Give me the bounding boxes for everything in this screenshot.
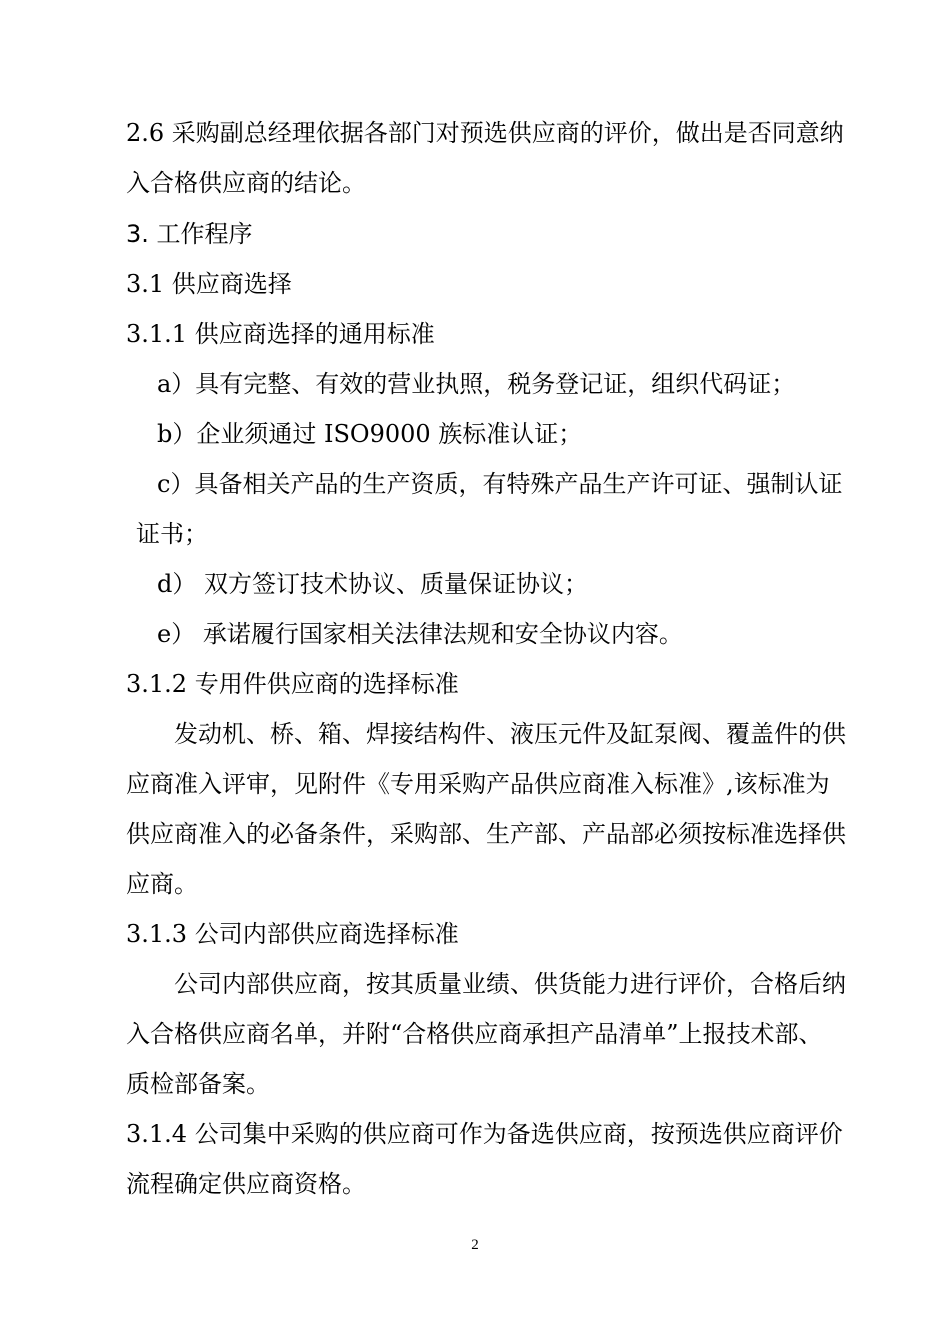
criteria-item-d: d） 双方签订技术协议、质量保证协议； — [157, 570, 588, 598]
section-3-1-2-heading: 3.1.2 专用件供应商的选择标准 — [126, 670, 459, 698]
criteria-item-c-line-1: c）具备相关产品的生产资质，有特殊产品生产许可证、强制认证 — [157, 470, 843, 498]
section-2-6-line-1: 2.6 采购副总经理依据各部门对预选供应商的评价，做出是否同意纳 — [126, 119, 844, 147]
criteria-item-e: e） 承诺履行国家相关法律法规和安全协议内容。 — [157, 620, 683, 648]
section-3-1-3-line-1: 公司内部供应商，按其质量业绩、供货能力进行评价，合格后纳 — [174, 970, 846, 998]
section-3-1-heading: 3.1 供应商选择 — [126, 270, 292, 298]
page-number: 2 — [471, 1237, 479, 1253]
section-3-1-2-line-2: 应商准入评审，见附件《专用采购产品供应商准入标准》,该标准为 — [126, 770, 830, 798]
section-3-1-2-line-4: 应商。 — [126, 870, 198, 898]
section-3-1-2-line-1: 发动机、桥、箱、焊接结构件、液压元件及缸泵阀、覆盖件的供 — [174, 720, 846, 748]
criteria-item-b: b）企业须通过 ISO9000 族标准认证； — [157, 420, 583, 448]
criteria-item-a: a）具有完整、有效的营业执照，税务登记证，组织代码证； — [157, 370, 796, 398]
section-3-heading: 3. 工作程序 — [126, 220, 253, 248]
section-2-6-line-2: 入合格供应商的结论。 — [126, 169, 366, 197]
section-3-1-2-line-3: 供应商准入的必备条件，采购部、生产部、产品部必须按标准选择供 — [126, 820, 846, 848]
section-3-1-3-line-3: 质检部备案。 — [126, 1070, 270, 1098]
section-3-1-3-line-2: 入合格供应商名单，并附“合格供应商承担产品清单”上报技术部、 — [126, 1020, 823, 1048]
criteria-item-c-line-2: 证书； — [136, 520, 208, 548]
section-3-1-4-line-2: 流程确定供应商资格。 — [126, 1170, 366, 1198]
section-3-1-4-line-1: 3.1.4 公司集中采购的供应商可作为备选供应商，按预选供应商评价 — [126, 1120, 843, 1148]
section-3-1-3-heading: 3.1.3 公司内部供应商选择标准 — [126, 920, 459, 948]
section-3-1-1-heading: 3.1.1 供应商选择的通用标准 — [126, 320, 435, 348]
